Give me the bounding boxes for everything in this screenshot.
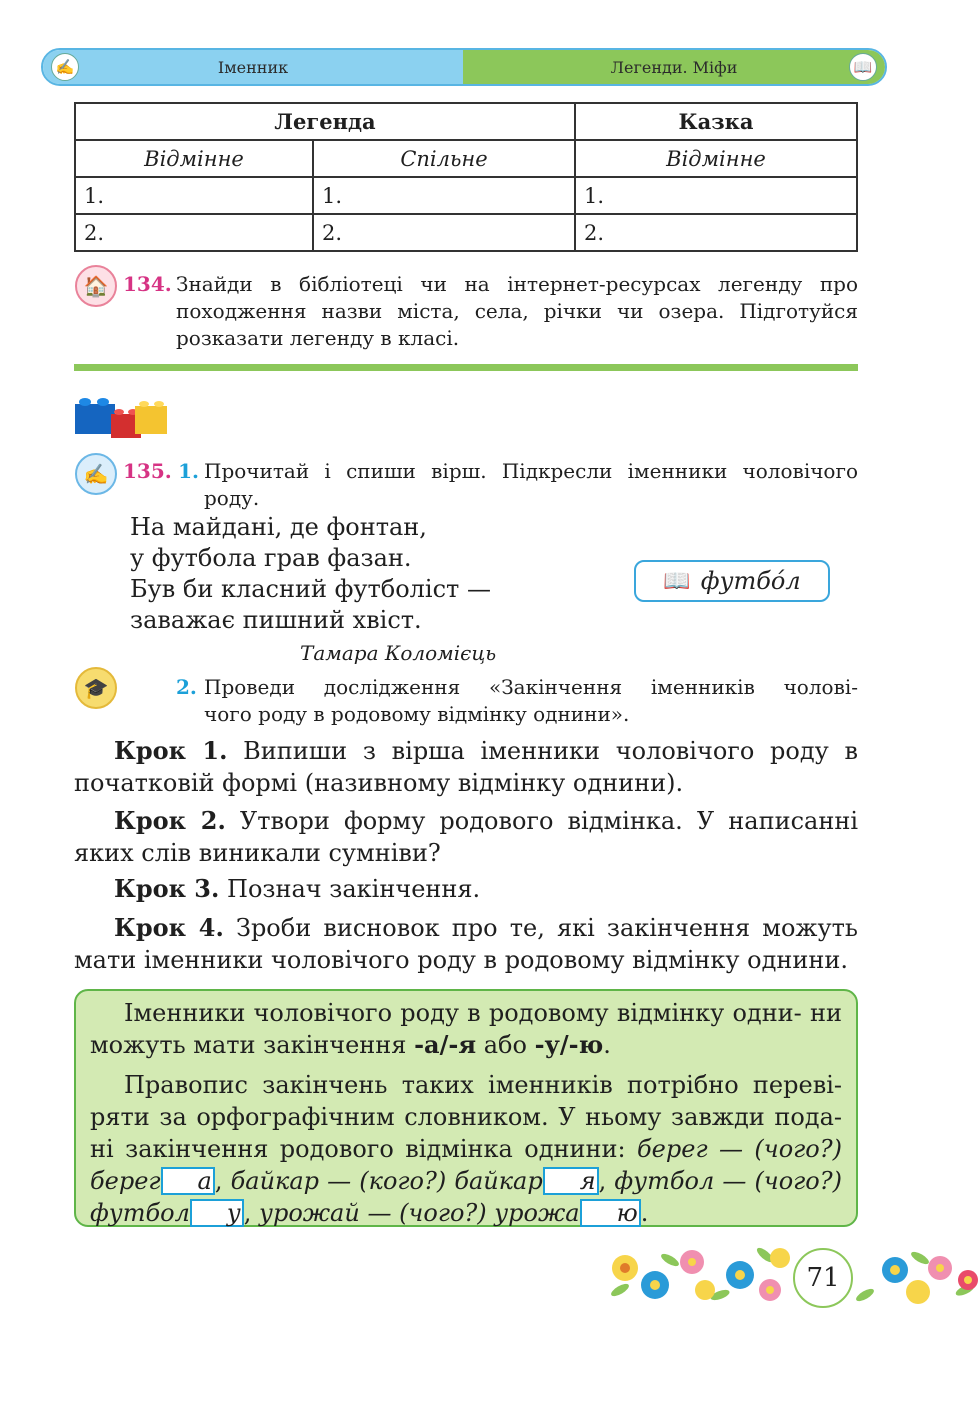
header-right-title: Легенди. Міфи	[610, 57, 738, 77]
poem-line: Був би класний футболіст —	[130, 575, 491, 603]
table-subheader-diff: Відмінне	[575, 140, 857, 177]
pen-icon: ✍	[51, 53, 79, 81]
table-cell: 1.	[575, 177, 857, 214]
table-cell: 2.	[313, 214, 575, 251]
ending-highlight: ю	[580, 1199, 641, 1227]
graduation-cap-icon: 🎓	[75, 667, 117, 709]
table-header-legend: Легенда	[75, 103, 575, 140]
ending-highlight: я	[543, 1167, 599, 1195]
dictionary-word: футбо́л	[700, 567, 801, 595]
writing-hand-icon: ✍	[75, 453, 117, 495]
poem-line: заважає пишний хвіст.	[130, 606, 422, 634]
step-4: Крок 4. Зроби висновок про те, які закінчення можуть мати іменники чоловічого роду в родовому відмінку однини.	[74, 913, 858, 974]
section-divider	[74, 364, 858, 371]
house-icon: 🏠	[75, 265, 117, 307]
task-135-2-number: 2.	[176, 675, 197, 699]
book-icon: 📖	[849, 53, 877, 81]
table-cell: 1.	[313, 177, 575, 214]
table-header-tale: Казка	[575, 103, 857, 140]
step-1: Крок 1. Випиши з вірша іменники чоловічого роду в початковій формі (називному відмінку однини).	[74, 736, 858, 797]
step-2: Крок 2. Утвори форму родового відмінка. У написанні яких слів виникали сумніви?	[74, 806, 858, 867]
task-134-number: 134.	[123, 272, 172, 296]
ending-highlight: а	[161, 1167, 215, 1195]
table-row	[75, 214, 857, 251]
poem-line: На майдані, де фонтан,	[130, 513, 427, 541]
poem-author: Тамара Коломієць	[300, 641, 497, 665]
open-book-icon: 📖	[663, 568, 691, 594]
task-135-number: 135. 1.	[123, 459, 199, 483]
table-cell: 2.	[575, 214, 857, 251]
poem	[130, 512, 491, 636]
table-subheader-diff: Відмінне	[75, 140, 313, 177]
flower-decoration	[600, 1240, 980, 1310]
page-header	[41, 48, 887, 86]
table-subheader-common: Спільне	[313, 140, 575, 177]
rule-paragraph-2: Правопис закінчень таких іменників потрібно переві- ряти за орфографічним словником. У ньому завжди пода- ні закінчення родового відмінка однини: берег — (чого?) берег а , байкар — (кого?) байкар я , футбол — (чого?) футбол у , урожай — (чого?) урожа ю .	[90, 1071, 842, 1227]
poem-line: у футбола грав фазан.	[130, 544, 412, 572]
header-right	[463, 50, 885, 84]
ending-highlight: у	[190, 1199, 244, 1227]
rule-box	[74, 989, 858, 1227]
table-cell: 1.	[75, 177, 313, 214]
table-cell: 2.	[75, 214, 313, 251]
dictionary-word-box	[634, 560, 830, 602]
page-number: 71	[793, 1248, 853, 1308]
rule-paragraph-1: Іменники чоловічого роду в родовому відмінку одни- ни можуть мати закінчення -а/-я або -у/-ю.	[90, 999, 842, 1059]
task-135-1-text: Прочитай і спиши вірш. Підкресли іменники чоловічого роду.	[204, 459, 858, 510]
header-left	[43, 50, 463, 84]
header-left-title: Іменник	[217, 57, 289, 77]
task-135-2-text: Проведи дослідження «Закінчення іменників чолові- чого роду в родовому відмінку однини».	[204, 675, 858, 726]
table-row	[75, 177, 857, 214]
step-3: Крок 3. Познач закінчення.	[114, 874, 481, 903]
task-134-text: Знайди в бібліотеці чи на інтернет-ресурсах легенду про походження назви міста, села, річки чи озера. Підготуйся розказати легенду в класі.	[176, 272, 858, 350]
lego-blocks-icon	[73, 394, 169, 442]
comparison-table	[74, 102, 858, 252]
